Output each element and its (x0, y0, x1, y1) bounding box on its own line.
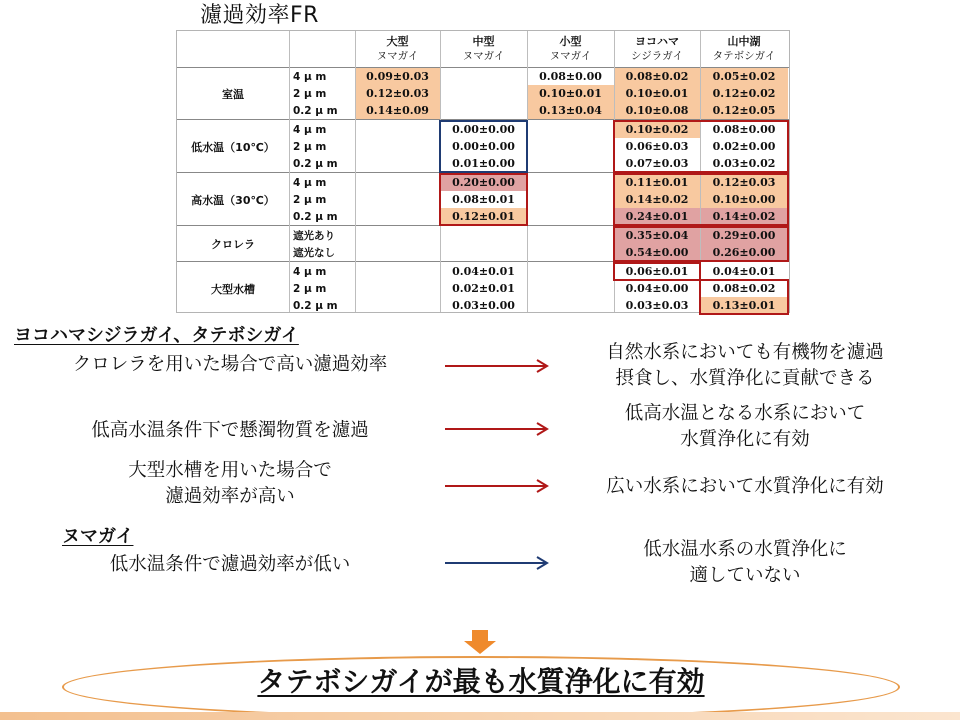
table-cell (527, 227, 614, 244)
table-cell: 0.05±0.02 (700, 68, 788, 85)
table-cell (355, 155, 440, 172)
column-header-line-1: 大型 (386, 35, 409, 48)
right-arrow-icon (443, 419, 558, 439)
footer-band (0, 712, 960, 720)
row-group-label: 室温 (222, 87, 244, 101)
finding-4-right-line-1: 低水温水系の水質浄化に (643, 539, 847, 560)
table-cell (440, 244, 527, 261)
row-sub-label: 0.2 μ m (293, 157, 338, 170)
column-header-line-1: ヨコハマ (635, 35, 679, 48)
table-cell: 0.13±0.01 (700, 297, 788, 314)
row-group-label: クロレラ (211, 238, 255, 251)
row-sub-label: 2 μ m (293, 87, 327, 100)
table-cell (527, 208, 614, 225)
table-cell (355, 138, 440, 155)
table-cell (440, 227, 527, 244)
table-cell (355, 208, 440, 225)
right-arrow-icon (443, 476, 558, 496)
table-cell: 0.54±0.00 (614, 244, 700, 261)
finding-3-right (560, 474, 930, 500)
highlight-box-low-temp-medium (439, 120, 528, 173)
finding-3-right-line: 広い水系において水質浄化に有効 (606, 476, 884, 497)
highlight-box-chlorella (613, 226, 789, 262)
filtration-table (176, 30, 790, 313)
finding-4-left (40, 552, 420, 578)
table-cell (355, 280, 440, 297)
finding-3-left-line-1: 大型水槽を用いた場合で (128, 460, 332, 481)
table-cell: 0.12±0.03 (700, 174, 788, 191)
table-cell: 0.03±0.03 (625, 299, 689, 312)
right-arrow-icon (443, 356, 558, 376)
section-heading-yokohama-tateboshi: ヨコハマシジラガイ、タテボシガイ (14, 325, 299, 346)
table-cell: 0.04±0.01 (452, 265, 515, 278)
table-cell: 0.35±0.04 (614, 227, 700, 244)
finding-2-left-line: 低高水温条件下で懸濁物質を濾過 (91, 420, 369, 441)
finding-2-left (40, 418, 420, 444)
column-header-line-1: 山中湖 (727, 35, 761, 48)
table-cell: 0.03±0.02 (712, 157, 776, 170)
table-cell (527, 191, 614, 208)
table-cell (440, 85, 527, 102)
row-sub-label: 2 μ m (293, 282, 327, 295)
finding-2-right (560, 401, 930, 453)
table-cell: 0.20±0.00 (440, 174, 527, 191)
row-sub-label: 2 μ m (293, 193, 327, 206)
row-group-label: 高水温（30℃） (191, 193, 275, 207)
table-cell: 0.00±0.00 (452, 140, 515, 153)
row-sub-label: 0.2 μ m (293, 104, 338, 117)
table-cell: 0.10±0.01 (614, 85, 700, 102)
finding-1-left (40, 352, 420, 378)
column-header (700, 31, 788, 67)
row-group-label: 大型水槽 (211, 282, 255, 296)
table-cell: 0.08±0.02 (712, 282, 776, 295)
finding-1-right-line-1: 自然水系においても有機物を濾過 (606, 342, 884, 363)
table-cell: 0.11±0.01 (614, 174, 700, 191)
table-cell: 0.02±0.01 (452, 282, 515, 295)
highlight-box-tank-yokohama (613, 262, 701, 281)
finding-4-right-line-2: 適していない (689, 565, 801, 586)
row-sub-label: 4 μ m (293, 123, 327, 136)
table-cell: 0.09±0.03 (355, 68, 440, 85)
table-cell: 0.04±0.00 (625, 282, 689, 295)
highlight-box-tank-tatebosi (699, 279, 789, 315)
table-cell (355, 263, 440, 280)
table-cell: 0.12±0.02 (700, 85, 788, 102)
column-header-line-1: 中型 (472, 35, 495, 48)
table-cell: 0.06±0.03 (625, 140, 689, 153)
page-title: 濾過効率FR (200, 3, 319, 28)
row-sub-label: 4 μ m (293, 70, 327, 83)
table-cell (355, 174, 440, 191)
table-cell: 0.07±0.03 (625, 157, 689, 170)
table-cell: 0.02±0.00 (712, 140, 776, 153)
table-cell (527, 280, 614, 297)
table-cell (440, 102, 527, 119)
column-header (614, 31, 700, 67)
table-cell (527, 138, 614, 155)
table-cell (355, 121, 440, 138)
row-sub-label: 遮光あり (293, 230, 335, 242)
table-cell: 0.14±0.02 (614, 191, 700, 208)
table-cell: 0.10±0.02 (614, 121, 700, 138)
column-header-line-2: タテボシガイ (712, 50, 776, 62)
row-sub-label: 0.2 μ m (293, 299, 338, 312)
column-divider (355, 31, 356, 312)
table-cell (355, 297, 440, 314)
row-sub-label: 0.2 μ m (293, 210, 338, 223)
table-cell: 0.06±0.01 (625, 265, 689, 278)
table-cell: 0.08±0.00 (539, 70, 602, 83)
column-header-line-1: 小型 (559, 35, 582, 48)
table-cell: 0.24±0.01 (614, 208, 700, 225)
column-header (355, 31, 440, 67)
table-cell (527, 155, 614, 172)
table-cell: 0.26±0.00 (700, 244, 788, 261)
table-cell: 0.03±0.00 (452, 299, 515, 312)
table-cell: 0.12±0.05 (700, 102, 788, 119)
highlight-box-high-temp-medium (439, 173, 528, 226)
table-cell: 0.00±0.00 (452, 123, 515, 136)
table-cell: 0.08±0.00 (712, 123, 776, 136)
highlight-box-low-temp-right (613, 120, 789, 173)
finding-2-right-line-1: 低高水温となる水系において (624, 403, 866, 424)
column-header-line-2: ヌマガイ (376, 50, 419, 62)
finding-1-right-line-2: 摂食し、水質浄化に貢献できる (615, 368, 875, 389)
table-cell: 0.10±0.01 (527, 85, 614, 102)
table-cell: 0.10±0.08 (614, 102, 700, 119)
table-cell (527, 174, 614, 191)
right-arrow-icon (443, 553, 558, 573)
finding-4-left-line: 低水温条件で濾過効率が低い (109, 554, 351, 575)
table-cell: 0.12±0.01 (440, 208, 527, 225)
section-heading-numagai: ヌマガイ (62, 526, 134, 547)
finding-2-right-line-2: 水質浄化に有効 (680, 429, 810, 450)
row-sub-label: 4 μ m (293, 265, 327, 278)
column-header-line-2: ヌマガイ (549, 50, 592, 62)
column-header (527, 31, 614, 67)
column-header-line-2: ヌマガイ (462, 50, 505, 62)
finding-4-right (560, 537, 930, 589)
row-group-label: 低水温（10℃） (191, 140, 275, 154)
table-cell (355, 244, 440, 261)
table-cell: 0.10±0.00 (700, 191, 788, 208)
column-divider (289, 31, 290, 312)
table-cell: 0.01±0.00 (452, 157, 515, 170)
table-cell (527, 244, 614, 261)
table-cell: 0.12±0.03 (355, 85, 440, 102)
highlight-box-high-temp-right (613, 173, 789, 226)
table-cell: 0.14±0.09 (355, 102, 440, 119)
table-cell: 0.04±0.01 (712, 265, 776, 278)
conclusion-text: タテボシガイが最も水質浄化に有効 (257, 665, 705, 698)
table-cell (440, 68, 527, 85)
finding-1-left-line: クロレラを用いた場合で高い濾過効率 (72, 354, 388, 375)
finding-1-right (560, 340, 930, 392)
table-cell (355, 227, 440, 244)
down-arrow-icon (462, 630, 498, 656)
table-cell: 0.14±0.02 (700, 208, 788, 225)
table-cell: 0.08±0.02 (614, 68, 700, 85)
row-sub-label: 2 μ m (293, 140, 327, 153)
row-sub-label: 遮光なし (293, 247, 335, 259)
table-cell (527, 263, 614, 280)
table-cell (527, 297, 614, 314)
table-cell: 0.29±0.00 (700, 227, 788, 244)
finding-3-left-line-2: 濾過効率が高い (165, 486, 295, 507)
column-header-line-2: シジラガイ (631, 50, 683, 62)
table-cell (527, 121, 614, 138)
table-cell: 0.08±0.01 (452, 193, 515, 206)
column-header (440, 31, 527, 67)
finding-3-left (40, 458, 420, 510)
table-cell (355, 191, 440, 208)
row-sub-label: 4 μ m (293, 176, 327, 189)
table-cell: 0.13±0.04 (527, 102, 614, 119)
